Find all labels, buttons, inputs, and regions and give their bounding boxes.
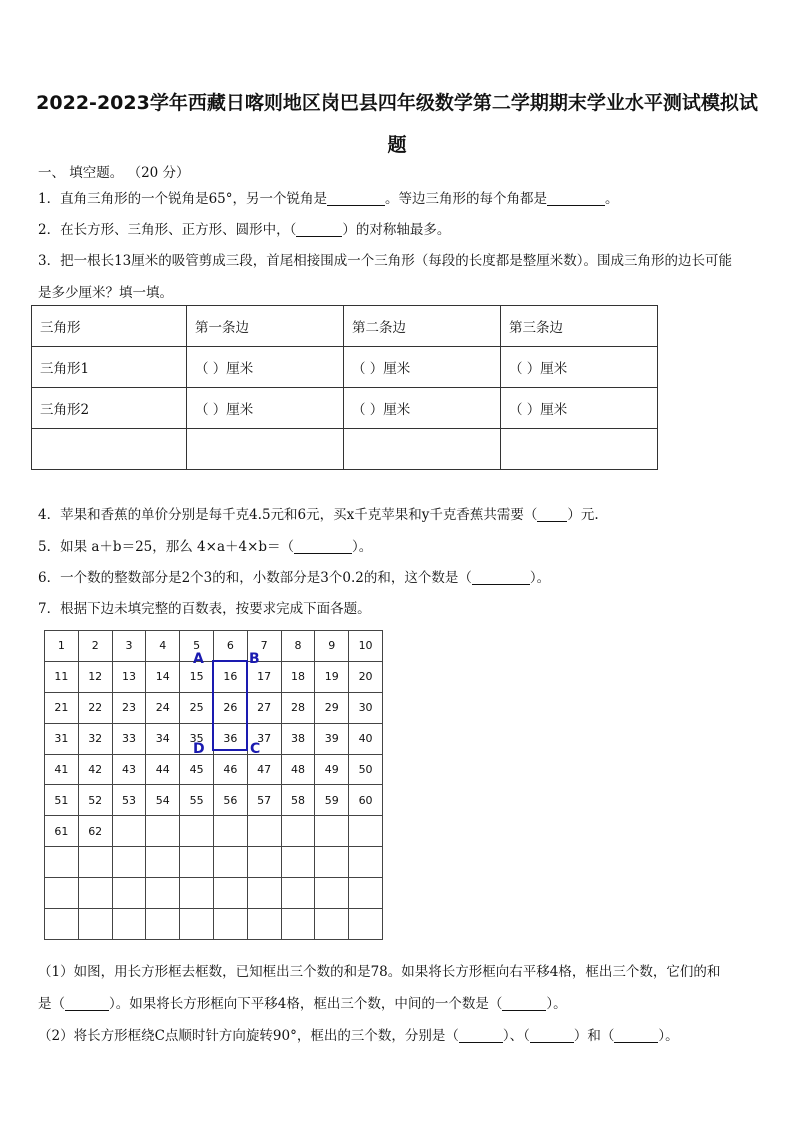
grid-cell[interactable]: [213, 909, 247, 940]
section-heading: 一、 填空题。 （20 分）: [38, 165, 190, 181]
grid-cell: 54: [146, 785, 180, 816]
grid-cell: 25: [180, 692, 214, 723]
grid-cell: 27: [247, 692, 281, 723]
grid-cell: 31: [45, 723, 79, 754]
grid-cell: 32: [78, 723, 112, 754]
question-3-line2: 是多少厘米？填一填。: [38, 285, 173, 301]
exam-title: 2022-2023学年西藏日喀则地区岗巴县四年级数学第二学期期末学业水平测试模拟试: [36, 92, 758, 114]
table-cell: 三角形1: [32, 347, 187, 388]
grid-cell: 18: [281, 661, 315, 692]
grid-cell: 17: [247, 661, 281, 692]
grid-cell: 51: [45, 785, 79, 816]
grid-cell[interactable]: [146, 909, 180, 940]
table-cell[interactable]: [501, 429, 658, 470]
table-row: [45, 816, 383, 847]
grid-cell[interactable]: [146, 816, 180, 847]
grid-cell[interactable]: [146, 878, 180, 909]
grid-cell[interactable]: [180, 816, 214, 847]
grid-cell: 34: [146, 723, 180, 754]
grid-cell: 11: [45, 661, 79, 692]
question-7-part-1-line2: 是（ ）。如果将长方形框向下平移4格，框出三个数，中间的一个数是（ ）。: [38, 996, 567, 1012]
answer-blank[interactable]: [294, 539, 352, 554]
table-row: [32, 429, 658, 470]
grid-cell[interactable]: [180, 878, 214, 909]
grid-cell[interactable]: [78, 909, 112, 940]
grid-cell[interactable]: [78, 847, 112, 878]
triangle-table: [31, 305, 658, 470]
grid-cell[interactable]: [315, 909, 349, 940]
grid-cell: 38: [281, 723, 315, 754]
grid-cell: 23: [112, 692, 146, 723]
grid-cell[interactable]: [45, 909, 79, 940]
grid-cell[interactable]: [349, 878, 383, 909]
table-header-row: [32, 306, 658, 347]
grid-cell: 57: [247, 785, 281, 816]
grid-cell: 24: [146, 692, 180, 723]
grid-cell: 52: [78, 785, 112, 816]
grid-cell[interactable]: [247, 816, 281, 847]
grid-cell: 47: [247, 754, 281, 785]
table-cell[interactable]: （ ）厘米: [187, 388, 344, 429]
grid-cell[interactable]: [45, 847, 79, 878]
grid-cell: 46: [213, 754, 247, 785]
table-row: [32, 347, 658, 388]
grid-cell[interactable]: [112, 816, 146, 847]
grid-cell: 44: [146, 754, 180, 785]
grid-cell[interactable]: [213, 816, 247, 847]
grid-cell: 21: [45, 692, 79, 723]
table-header: 第二条边: [344, 306, 501, 347]
grid-cell[interactable]: [146, 847, 180, 878]
question-5: 5．如果 a＋b＝25，那么 4×a＋4×b＝（ ）。: [38, 539, 373, 555]
grid-cell[interactable]: [45, 878, 79, 909]
question-1: 1．直角三角形的一个锐角是65°，另一个锐角是 。等边三角形的每个角都是 。: [38, 191, 619, 207]
grid-cell[interactable]: [247, 847, 281, 878]
grid-cell[interactable]: [281, 816, 315, 847]
answer-blank[interactable]: [530, 1028, 574, 1043]
grid-cell: 36: [213, 723, 247, 754]
grid-cell: 28: [281, 692, 315, 723]
answer-blank[interactable]: [614, 1028, 658, 1043]
grid-cell: 6: [213, 631, 247, 662]
grid-cell: 56: [213, 785, 247, 816]
grid-cell: 41: [45, 754, 79, 785]
grid-cell: 42: [78, 754, 112, 785]
answer-blank[interactable]: [537, 507, 567, 522]
corner-label-a: A: [193, 651, 204, 667]
grid-cell: 35: [180, 723, 214, 754]
grid-cell: 8: [281, 631, 315, 662]
grid-cell: 19: [315, 661, 349, 692]
grid-cell: 22: [78, 692, 112, 723]
table-row: [45, 909, 383, 940]
grid-cell: 37: [247, 723, 281, 754]
table-cell[interactable]: （ ）厘米: [501, 388, 658, 429]
grid-cell[interactable]: [180, 847, 214, 878]
grid-cell: 33: [112, 723, 146, 754]
answer-blank[interactable]: [65, 996, 109, 1011]
grid-cell: 55: [180, 785, 214, 816]
question-6: 6．一个数的整数部分是2个3的和，小数部分是3个0.2的和，这个数是（ ）。: [38, 570, 551, 586]
grid-cell: 4: [146, 631, 180, 662]
grid-cell: 40: [349, 723, 383, 754]
grid-cell: 39: [315, 723, 349, 754]
grid-cell: 1: [45, 631, 79, 662]
grid-cell: 13: [112, 661, 146, 692]
question-2: 2．在长方形、三角形、正方形、圆形中，（ ）的对称轴最多。: [38, 222, 451, 238]
table-header: 第三条边: [501, 306, 658, 347]
grid-cell: 61: [45, 816, 79, 847]
grid-cell[interactable]: [112, 909, 146, 940]
table-cell: 三角形2: [32, 388, 187, 429]
table-header: 三角形: [32, 306, 187, 347]
grid-cell: 62: [78, 816, 112, 847]
grid-cell: 43: [112, 754, 146, 785]
answer-blank[interactable]: [327, 191, 385, 206]
grid-cell[interactable]: [281, 847, 315, 878]
table-cell[interactable]: [344, 429, 501, 470]
corner-label-c: C: [250, 741, 261, 757]
exam-title-continued: 题: [387, 134, 407, 156]
grid-cell[interactable]: [247, 909, 281, 940]
corner-label-b: B: [249, 651, 260, 667]
grid-cell[interactable]: [349, 909, 383, 940]
table-cell[interactable]: （ ）厘米: [344, 388, 501, 429]
grid-cell: 30: [349, 692, 383, 723]
grid-cell: 7: [247, 631, 281, 662]
grid-cell: 10: [349, 631, 383, 662]
table-cell[interactable]: [32, 429, 187, 470]
grid-cell[interactable]: [213, 878, 247, 909]
answer-blank[interactable]: [459, 1028, 503, 1043]
question-7-part-1-line1: （1）如图，用长方形框去框数，已知框出三个数的和是78。如果将长方形框向右平移4格，框出三个数，它们的和: [38, 964, 721, 980]
grid-cell[interactable]: [315, 816, 349, 847]
question-3-line1: 3．把一根长13厘米的吸管剪成三段，首尾相接围成一个三角形（每段的长度都是整厘米数）。围成三角形的边长可能: [38, 253, 733, 269]
rectangle-frame: [212, 660, 248, 751]
table-header: 第一条边: [187, 306, 344, 347]
table-row: [45, 754, 383, 785]
table-row: [45, 631, 383, 662]
grid-cell: 3: [112, 631, 146, 662]
answer-blank[interactable]: [472, 570, 530, 585]
table-row: [45, 878, 383, 909]
grid-cell: 60: [349, 785, 383, 816]
grid-cell: 29: [315, 692, 349, 723]
grid-cell: 14: [146, 661, 180, 692]
grid-cell: 20: [349, 661, 383, 692]
table-cell[interactable]: （ ）厘米: [187, 347, 344, 388]
table-cell[interactable]: （ ）厘米: [501, 347, 658, 388]
grid-cell[interactable]: [349, 847, 383, 878]
grid-cell[interactable]: [112, 847, 146, 878]
grid-cell[interactable]: [112, 878, 146, 909]
grid-cell: 15: [180, 661, 214, 692]
question-7: 7．根据下边未填完整的百数表，按要求完成下面各题。: [38, 601, 371, 617]
grid-cell: 50: [349, 754, 383, 785]
grid-cell[interactable]: [281, 878, 315, 909]
grid-cell: 48: [281, 754, 315, 785]
table-cell[interactable]: （ ）厘米: [344, 347, 501, 388]
grid-cell: 53: [112, 785, 146, 816]
corner-label-d: D: [193, 741, 205, 757]
table-row: [45, 785, 383, 816]
question-4: 4．苹果和香蕉的单价分别是每千克4.5元和6元，买x千克苹果和y千克香蕉共需要（ ）元.: [38, 507, 599, 523]
grid-cell: 12: [78, 661, 112, 692]
answer-blank[interactable]: [502, 996, 546, 1011]
answer-blank[interactable]: [296, 222, 342, 237]
table-cell[interactable]: [187, 429, 344, 470]
grid-cell: 2: [78, 631, 112, 662]
grid-cell: 49: [315, 754, 349, 785]
grid-cell[interactable]: [247, 878, 281, 909]
table-row: [32, 388, 658, 429]
grid-cell: 16: [213, 661, 247, 692]
grid-cell[interactable]: [180, 909, 214, 940]
grid-cell[interactable]: [281, 909, 315, 940]
grid-cell: 5: [180, 631, 214, 662]
answer-blank[interactable]: [547, 191, 605, 206]
grid-cell[interactable]: [349, 816, 383, 847]
grid-cell[interactable]: [213, 847, 247, 878]
question-7-part-2: （2）将长方形框绕C点顺时针方向旋转90°，框出的三个数，分别是（ ）、（ ）和（ ）。: [38, 1028, 679, 1044]
grid-cell: 58: [281, 785, 315, 816]
grid-cell[interactable]: [315, 878, 349, 909]
grid-cell[interactable]: [315, 847, 349, 878]
table-row: [45, 847, 383, 878]
grid-cell: 59: [315, 785, 349, 816]
grid-cell: 26: [213, 692, 247, 723]
grid-cell: 9: [315, 631, 349, 662]
grid-cell[interactable]: [78, 878, 112, 909]
grid-cell: 45: [180, 754, 214, 785]
